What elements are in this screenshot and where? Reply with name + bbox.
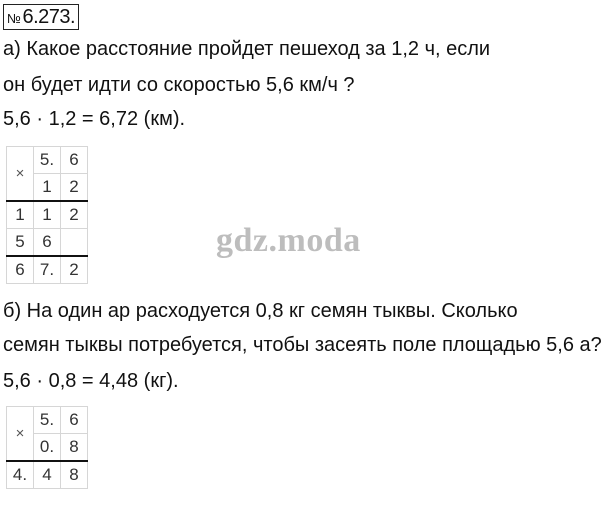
digit-cell: 5. <box>34 407 61 434</box>
multiply-operator: × <box>7 147 34 202</box>
digit-cell: 8 <box>61 434 88 462</box>
digit-cell: 6 <box>61 407 88 434</box>
digit-cell: 2 <box>61 201 88 229</box>
part-b-multiplication-table <box>6 406 88 489</box>
number-sign: № <box>7 11 21 26</box>
watermark: gdz.moda <box>216 222 361 259</box>
part-b-question-line-1: б) На один ар расходуется 0,8 кг семян тыквы. Сколько <box>3 300 518 322</box>
multiply-operator: × <box>7 407 34 462</box>
digit-cell: 2 <box>61 256 88 284</box>
digit-cell: 6 <box>7 256 34 284</box>
digit-cell: 1 <box>34 201 61 229</box>
digit-cell: 4. <box>7 461 34 489</box>
digit-cell: 8 <box>61 461 88 489</box>
digit-cell: 2 <box>61 174 88 202</box>
part-a-question-line-2: он будет идти со скоростью 5,6 км/ч ? <box>3 74 355 96</box>
digit-cell: 7. <box>34 256 61 284</box>
part-b-question-line-2: семян тыквы потребуется, чтобы засеять поле площадью 5,6 а? <box>3 334 602 356</box>
digit-cell: 5 <box>7 229 34 257</box>
digit-cell: 1 <box>7 201 34 229</box>
digit-cell: 1 <box>34 174 61 202</box>
problem-number <box>3 4 79 30</box>
digit-cell: 6 <box>61 147 88 174</box>
digit-cell: 0. <box>34 434 61 462</box>
digit-cell <box>61 229 88 257</box>
digit-cell: 6 <box>34 229 61 257</box>
part-a-solution: 5,6 · 1,2 = 6,72 (км). <box>3 108 186 130</box>
part-b-solution: 5,6 · 0,8 = 4,48 (кг). <box>3 370 179 392</box>
digit-cell: 4 <box>34 461 61 489</box>
part-a-multiplication-table <box>6 146 88 284</box>
problem-number-value: 6.273. <box>22 6 76 28</box>
part-a-question-line-1: а) Какое расстояние пройдет пешеход за 1,2 ч, если <box>3 38 491 60</box>
digit-cell: 5. <box>34 147 61 174</box>
